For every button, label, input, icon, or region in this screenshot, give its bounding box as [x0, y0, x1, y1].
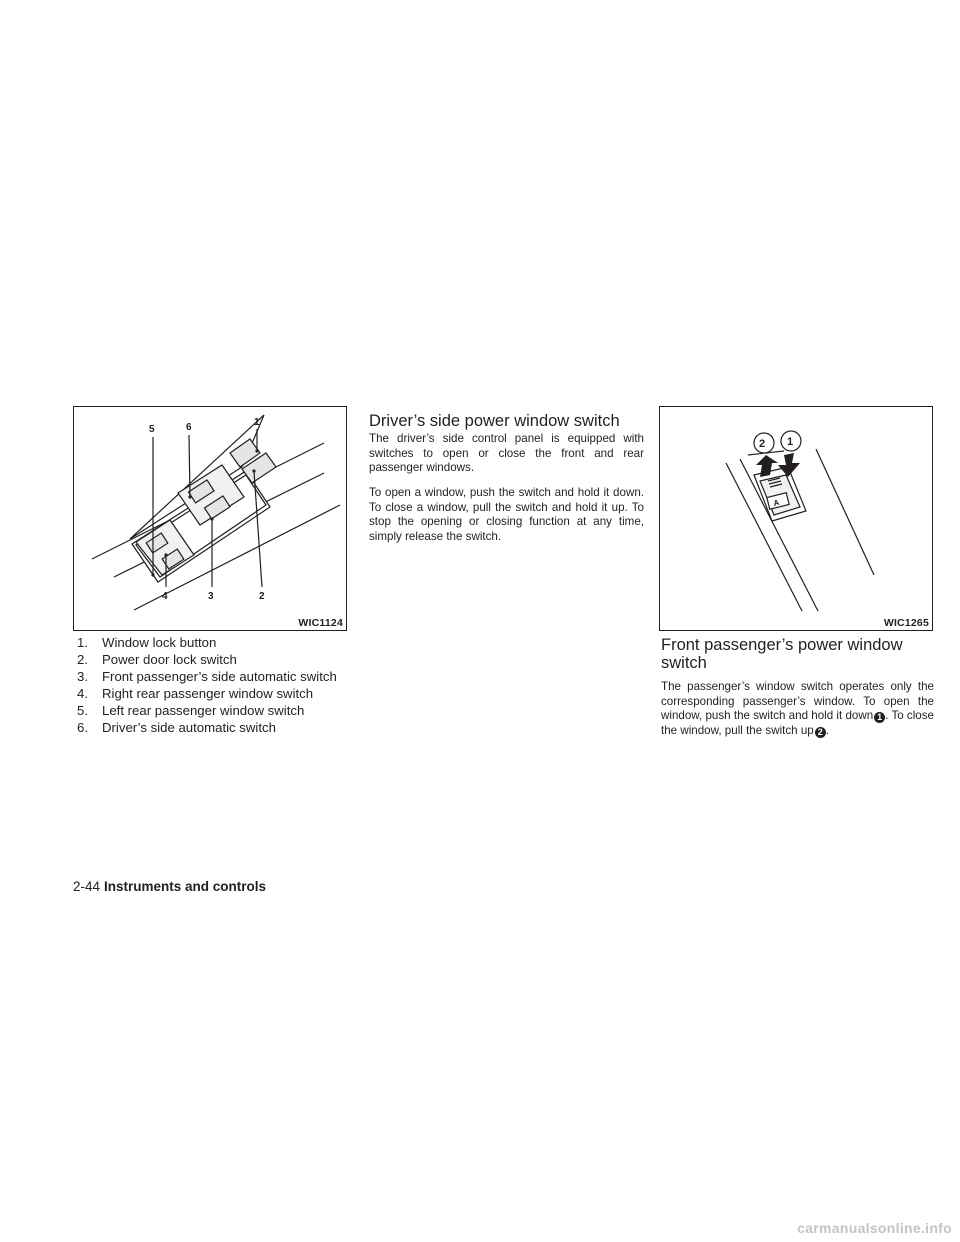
driver-section-paragraph-2: To open a window, push the switch and hold it down. To close a window, pull the switch and hold it up. To stop the opening or closing function at any time, simply release the switch. — [369, 486, 644, 543]
list-item — [77, 685, 347, 702]
list-text: Front passenger’s side automatic switch — [102, 669, 337, 684]
list-text: Left rear passenger window switch — [102, 703, 305, 718]
callout-2: 2 — [759, 438, 766, 450]
switch-legend-list — [77, 634, 347, 736]
list-text: Power door lock switch — [102, 652, 237, 667]
driver-section-paragraph-1: The driver’s side control panel is equipped with switches to open or close the front and rear passenger windows. — [369, 432, 644, 475]
page-footer — [73, 879, 266, 894]
list-number: 2. — [77, 652, 88, 667]
heading-line-1: Front passenger’s power window — [661, 636, 903, 654]
list-text: Window lock button — [102, 635, 217, 650]
chapter-title: Instruments and controls — [104, 879, 267, 894]
switch-auto-letter: A — [772, 497, 781, 509]
passenger-section-paragraph — [661, 680, 934, 738]
paragraph-part-a: The passenger’s window switch operates only the corresponding passenger’s window. To open the window, push the switch and hold it down — [661, 680, 934, 723]
callout-2: 2 — [259, 591, 265, 602]
list-number: 5. — [77, 703, 88, 718]
figure-code: WIC1265 — [883, 617, 929, 629]
list-item — [77, 651, 347, 668]
passenger-section-heading — [661, 636, 941, 672]
callout-6: 6 — [186, 422, 192, 433]
figure-code: WIC1124 — [298, 617, 343, 629]
list-item — [77, 702, 347, 719]
list-text: Right rear passenger window switch — [102, 686, 314, 701]
heading-line-2: switch — [661, 654, 707, 672]
list-item — [77, 634, 347, 651]
paragraph-part-b: . To close the window, pull the switch up — [661, 709, 934, 737]
reference-marker-1: 1 — [874, 712, 885, 723]
callout-1: 1 — [787, 436, 794, 448]
watermark: carmanualsonline.info — [797, 1220, 952, 1236]
list-item — [77, 719, 347, 736]
list-number: 6. — [77, 720, 88, 735]
callout-3: 3 — [208, 591, 214, 602]
passenger-switch-illustration — [660, 407, 932, 630]
figure-passenger-switch — [659, 406, 933, 631]
list-number: 3. — [77, 669, 88, 684]
list-text: Driver’s side automatic switch — [102, 720, 276, 735]
list-number: 1. — [77, 635, 88, 650]
callout-4: 4 — [162, 591, 168, 602]
figure-window-switch-panel — [73, 406, 347, 631]
paragraph-part-c: . — [825, 723, 829, 737]
reference-marker-2: 2 — [815, 727, 826, 738]
list-number: 4. — [77, 686, 88, 701]
callout-5: 5 — [149, 424, 155, 435]
list-item — [77, 668, 347, 685]
driver-section-heading: Driver’s side power window switch — [369, 412, 620, 430]
page-number: 2-44 — [73, 879, 101, 894]
switch-panel-illustration — [74, 407, 346, 630]
callout-1: 1 — [254, 417, 260, 428]
